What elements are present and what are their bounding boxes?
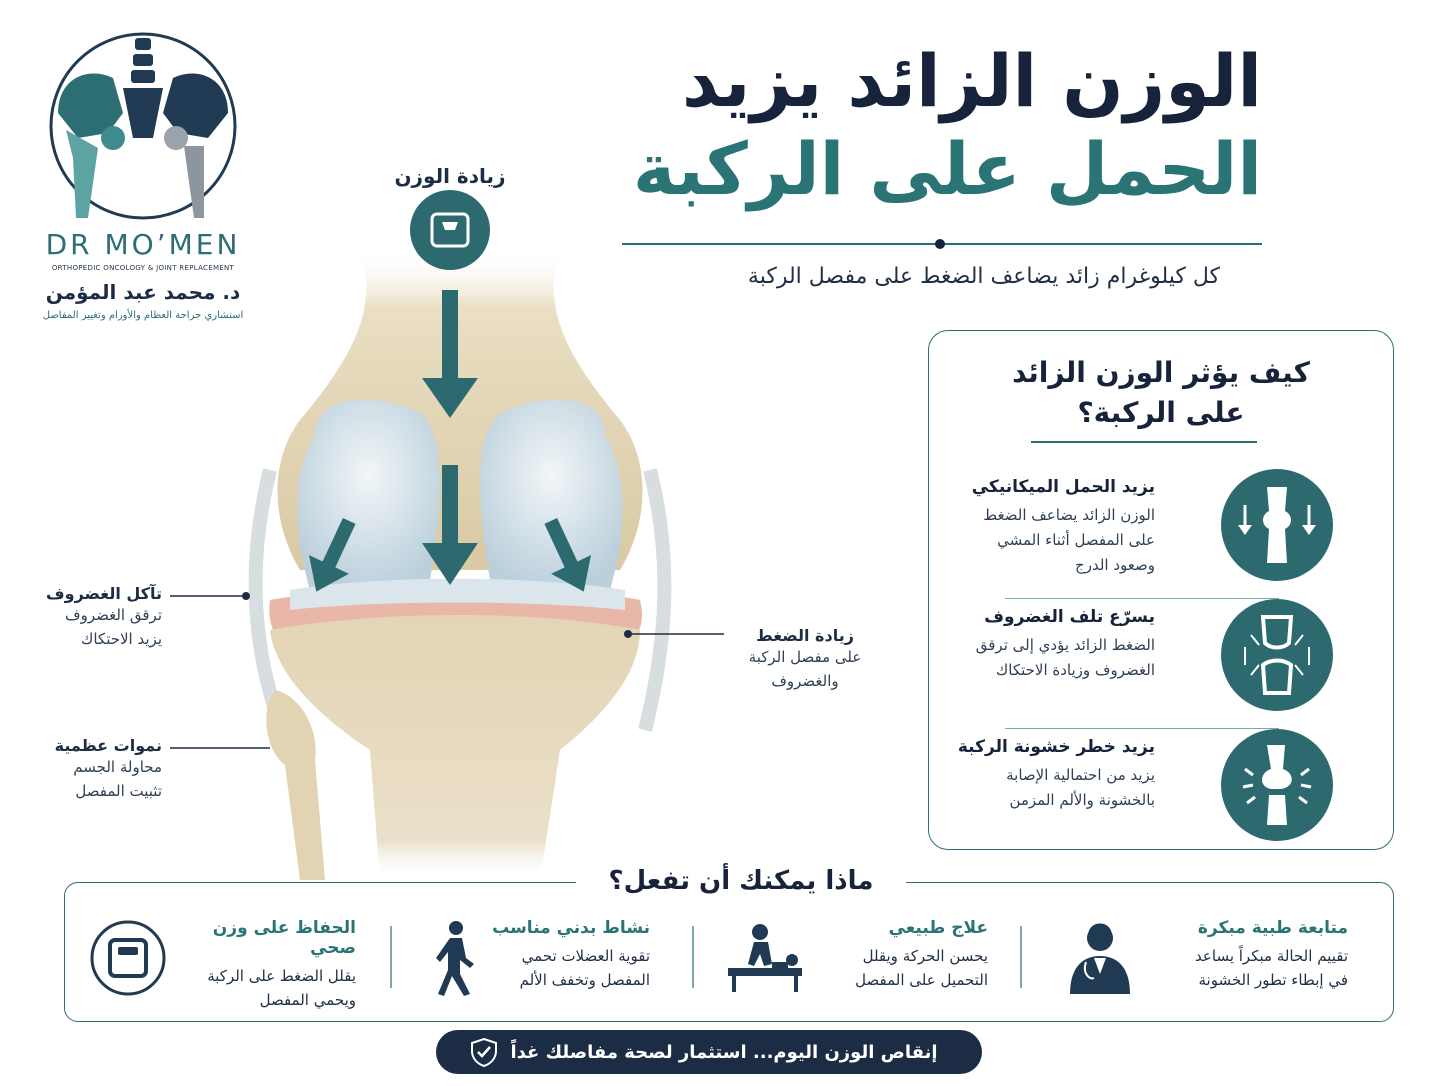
action-divider — [1020, 926, 1022, 988]
callout-pressure — [730, 626, 880, 693]
headline-line-1: الوزن الزائد يزيد — [681, 39, 1262, 123]
action-desc: في إبطاء تطور الخشونة — [1198, 971, 1348, 989]
action-desc: التحميل على المفصل — [855, 971, 988, 989]
effects-title-line-1: كيف يؤثر الوزن الزائد — [1012, 356, 1310, 389]
effect-desc: الغضروف وزيادة الاحتكاك — [995, 661, 1155, 679]
callout-title: تآكل الغضروف — [46, 584, 162, 603]
headline-line-2: الحمل على الركبة — [632, 127, 1262, 211]
headline-divider — [622, 238, 1262, 250]
action-desc: تقوية العضلات تحمي — [521, 947, 650, 965]
footer-text: إنقاص الوزن اليوم... استثمار لصحة مفاصلك غداً — [510, 1041, 938, 1063]
effect-desc: وصعود الدرج — [1075, 556, 1155, 574]
action-divider — [692, 926, 694, 988]
action-item — [1060, 918, 1360, 1008]
knee-illustration — [230, 190, 690, 880]
action-text — [166, 918, 356, 1012]
effects-title-divider — [1031, 441, 1257, 443]
effect-title: يسرّع تلف الغضروف — [984, 607, 1155, 627]
effect-text — [935, 477, 1155, 578]
effect-desc: بالخشونة والألم المزمن — [1009, 791, 1155, 809]
effect-item — [929, 599, 1395, 723]
shield-check-icon — [470, 1037, 498, 1067]
callout-desc: يزيد الاحتكاك — [80, 630, 162, 648]
effect-item — [929, 469, 1395, 593]
callout-title: زيادة الضغط — [756, 626, 854, 645]
doctor-name: د. محمد عبد المؤمن — [45, 280, 241, 304]
effect-title: يزيد خطر خشونة الركبة — [957, 737, 1155, 757]
effects-panel-title — [949, 353, 1373, 433]
effect-title: يزيد الحمل الميكانيكي — [971, 477, 1155, 497]
scale-icon — [88, 918, 168, 998]
action-item — [88, 918, 368, 1008]
action-item — [724, 918, 1004, 1008]
action-desc: ويحمي المفصل — [259, 991, 356, 1009]
effect-text — [935, 737, 1155, 813]
action-title: الحفاظ على وزن صحي — [212, 918, 356, 958]
action-desc: المفصل وتخفف الألم — [519, 971, 650, 989]
effect-item — [929, 729, 1395, 853]
action-desc: يقلل الضغط على الركبة — [207, 967, 356, 985]
action-divider — [390, 926, 392, 988]
knee-pressure-icon — [1221, 469, 1333, 581]
brand-name: DR MO’MEN — [45, 228, 241, 261]
action-item — [420, 918, 670, 1008]
effects-panel — [928, 330, 1394, 850]
action-text — [1148, 918, 1348, 992]
callout-line-right — [620, 628, 730, 640]
headline — [562, 38, 1262, 214]
action-text — [480, 918, 650, 992]
effect-desc: على المفصل أثناء المشي — [997, 531, 1155, 549]
arthritis-icon — [1221, 729, 1333, 841]
action-desc: تقييم الحالة مبكراً يساعد — [1195, 947, 1348, 965]
callout-lines-left — [160, 590, 270, 760]
effect-desc: الضغط الزائد يؤدي إلى ترقق — [975, 636, 1155, 654]
brand-tagline: ORTHOPEDIC ONCOLOGY & JOINT REPLACEMENT — [51, 264, 235, 272]
callout-desc: والغضروف — [771, 672, 839, 690]
effect-text — [935, 607, 1155, 683]
callout-osteophytes — [30, 736, 162, 803]
action-text — [818, 918, 988, 992]
action-title: نشاط بدني مناسب — [492, 918, 650, 938]
doctor-icon — [1060, 918, 1140, 998]
action-title: علاج طبيعي — [888, 918, 988, 938]
footer-banner — [436, 1030, 982, 1074]
effects-title-line-2: على الركبة؟ — [1077, 396, 1245, 429]
physiotherapy-icon — [724, 918, 804, 998]
effect-desc: يزيد من احتمالية الإصابة — [1006, 766, 1155, 784]
callout-title: نموات عظمية — [54, 736, 162, 755]
subtitle: كل كيلوغرام زائد يضاعف الضغط على مفصل الركبة — [747, 264, 1220, 289]
action-desc: يحسن الحركة ويقلل — [862, 947, 988, 965]
doctor-title: استشاري جراحة العظام والأورام وتغيير المفاصل — [42, 310, 244, 321]
actions-title: ماذا يمكنك أن تفعل؟ — [576, 866, 906, 896]
callout-desc: محاولة الجسم — [73, 758, 162, 776]
effect-desc: الوزن الزائد يضاعف الضغط — [983, 506, 1155, 524]
action-title: متابعة طبية مبكرة — [1197, 918, 1348, 938]
callout-desc: تثبيت المفصل — [75, 782, 162, 800]
weight-gain-label: زيادة الوزن — [394, 164, 506, 188]
callout-desc: على مفصل الركبة — [748, 648, 862, 666]
callout-cartilage-wear — [30, 584, 162, 651]
callout-desc: ترقق الغضروف — [65, 606, 162, 624]
cartilage-damage-icon — [1221, 599, 1333, 711]
